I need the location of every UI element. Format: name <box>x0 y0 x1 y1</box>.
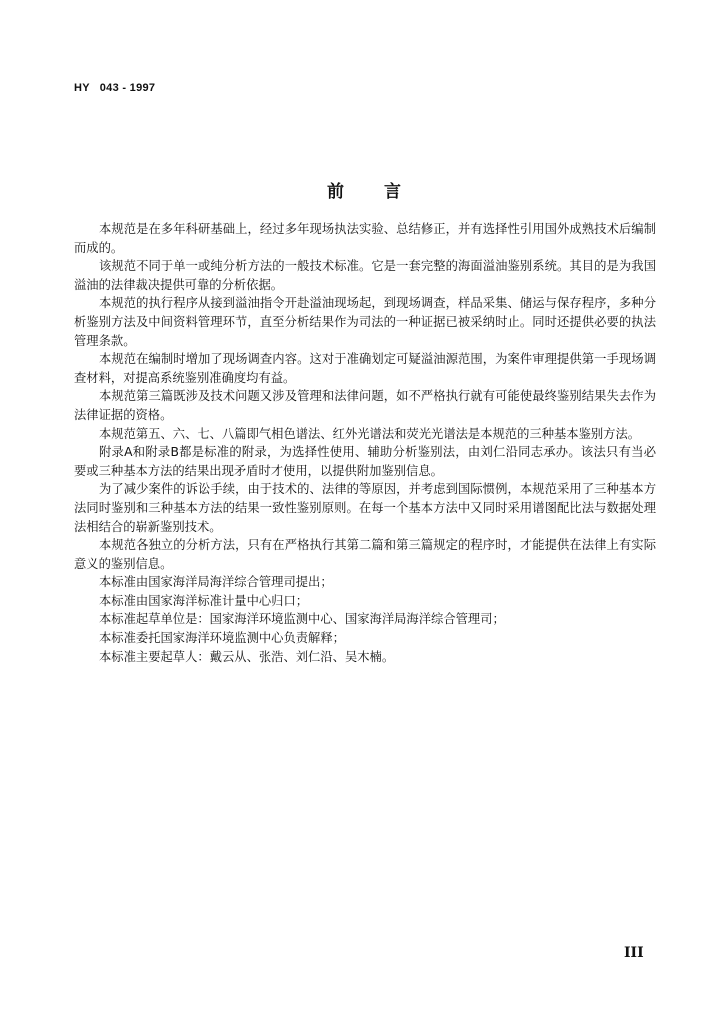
paragraph: 为了减少案件的诉讼手续，由于技术的、法律的等原因，并考虑到国际惯例，本规范采用了三种基本方法同时鉴别和三种基本方法的结果一致性鉴别原则。在每一个基本方法中又同时采用谱图配比法与数据处理法相结合的崭新鉴别技术。 <box>74 482 656 534</box>
paragraph: 附录A和附录B都是标准的附录，为选择性使用、辅助分析鉴别法，由刘仁沿同志承办。该法只有当必要或三种基本方法的结果出现矛盾时才使用，以提供附加鉴别信息。 <box>74 445 656 478</box>
paragraph: 本标准由国家海洋标准计量中心归口； <box>99 593 309 608</box>
foreword-body <box>74 220 656 666</box>
paragraph: 本规范第五、六、七、八篇即气相色谱法、红外光谱法和荧光光谱法是本规范的三种基本鉴别方法。 <box>99 426 641 441</box>
paragraph: 本规范各独立的分析方法，只有在严格执行其第二篇和第三篇规定的程序时，才能提供在法律上有实际意义的鉴别信息。 <box>74 538 656 571</box>
page-title: 前言 <box>327 182 441 202</box>
paragraph: 该规范不同于单一或纯分析方法的一般技术标准。它是一套完整的海面溢油鉴别系统。其目的是为我国溢油的法律裁决提供可靠的分析依据。 <box>74 259 656 292</box>
paragraph: 本规范在编制时增加了现场调查内容。这对于准确划定可疑溢油源范围，为案件审理提供第一手现场调查材料，对提高系统鉴别准确度均有益。 <box>74 352 656 385</box>
paragraph: 本标准主要起草人：戴云从、张浩、刘仁沿、吴木楠。 <box>99 649 395 664</box>
paragraph: 本标准由国家海洋局海洋综合管理司提出； <box>99 575 333 590</box>
document-code: HY 043 - 1997 <box>74 82 156 94</box>
paragraph: 本规范第三篇既涉及技术问题又涉及管理和法律问题，如不严格执行就有可能使最终鉴别结果失去作为法律证据的资格。 <box>74 389 656 422</box>
paragraph: 本规范的执行程序从接到溢油指令开赴溢油现场起，到现场调查，样品采集、储运与保存程序，多种分析鉴别方法及中间资料管理环节，直至分析结果作为司法的一种证据已被采纳时止。同时还提供必要的执法管理条款。 <box>74 296 656 348</box>
page-number: III <box>624 945 644 961</box>
paragraph: 本规范是在多年科研基础上，经过多年现场执法实验、总结修正，并有选择性引用国外成熟技术后编制而成的。 <box>74 222 656 255</box>
paragraph: 本标准起草单位是：国家海洋环境监测中心、国家海洋局海洋综合管理司； <box>99 612 505 627</box>
paragraph: 本标准委托国家海洋环境监测中心负责解释； <box>99 631 345 646</box>
